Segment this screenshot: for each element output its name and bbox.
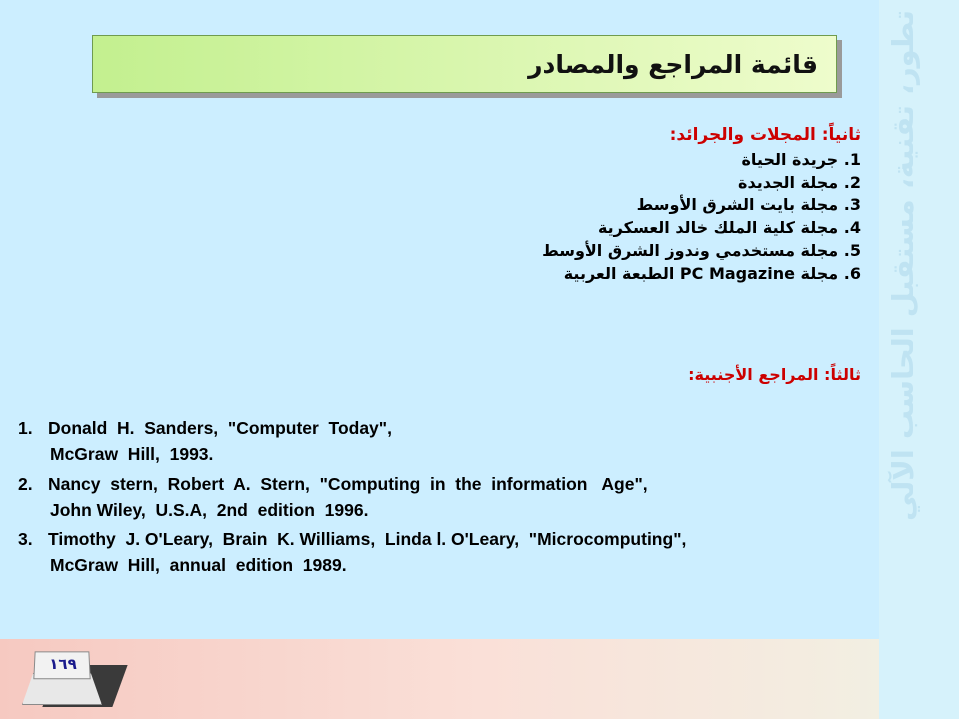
foreign-references-section: [18, 415, 848, 582]
list-item: [18, 415, 848, 468]
page-title: قائمة المراجع والمصادر: [528, 50, 818, 79]
list-item: 5. مجلة مستخدمي وندوز الشرق الأوسط: [542, 240, 861, 260]
list-item-number: 3.: [18, 529, 33, 549]
list-item: 2. مجلة الجديدة: [738, 172, 861, 192]
list-item: [18, 471, 848, 524]
list-item: 1. جريدة الحياة: [741, 150, 861, 169]
list-item-line: Nancy stern, Robert A. Stern, "Computing in the information Age",: [48, 473, 648, 494]
list-item: 3. مجلة بايت الشرق الأوسط: [636, 195, 861, 215]
title-banner: [92, 35, 837, 93]
list-item-line: John Wiley, U.S.A, 2nd edition 1996.: [50, 499, 369, 520]
list-item-text: [48, 526, 848, 579]
list-item-number: 1.: [18, 418, 33, 438]
list-item-line: Timothy J. O'Leary, Brain K. Williams, Linda l. O'Leary, "Microcomputing",: [48, 529, 687, 549]
list-item: 4. مجلة كلية الملك خالد العسكرية: [597, 218, 861, 238]
journals-heading: ثانياً: المجلات والجرائد:: [669, 125, 861, 145]
list-item: 6. مجلة PC Magazine الطبعة العربية: [563, 263, 861, 283]
list-item: [18, 526, 848, 579]
decorative-bottom-strip: [0, 639, 879, 719]
page-number-key-graphic: [14, 643, 124, 711]
list-item-text: [48, 415, 848, 468]
foreign-references-heading: ثالثاً: المراجع الأجنبية:: [688, 365, 861, 384]
journals-section: [341, 125, 861, 285]
list-item-line: Donald H. Sanders, "Computer Today",: [48, 418, 392, 438]
list-item-number: 2.: [18, 473, 33, 494]
list-item-text: [48, 471, 848, 524]
side-vertical-label: تطور، تقنية، مستقبل الحاسب الآلي: [886, 10, 920, 521]
list-item-line: McGraw Hill, 1993.: [50, 444, 214, 465]
page-number: ١٦٩: [49, 655, 77, 673]
decorative-right-band: [879, 0, 959, 719]
list-item-line: McGraw Hill, annual edition 1989.: [50, 555, 347, 576]
